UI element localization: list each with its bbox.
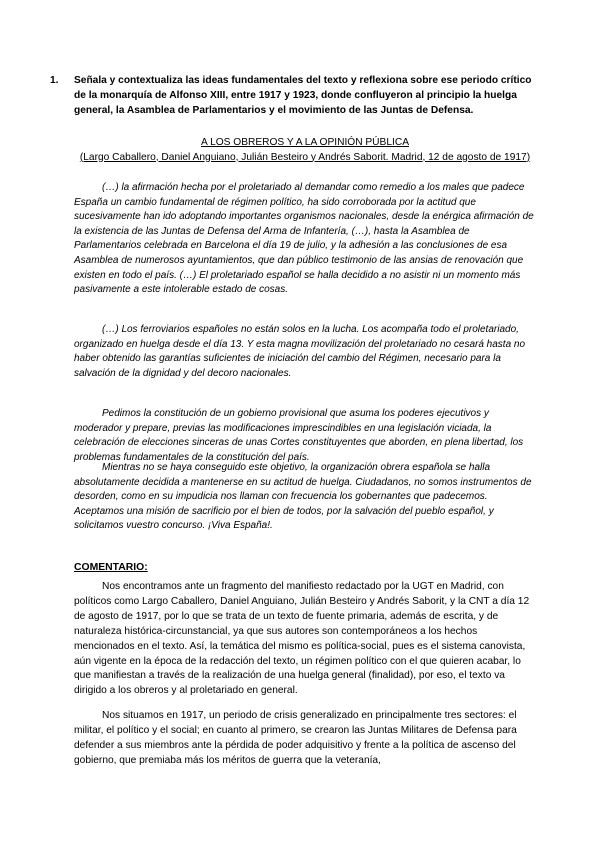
commentary-heading: COMENTARIO: bbox=[74, 562, 148, 573]
quote-text: Mientras no se haya conseguido este objetivo, la organización obrera española se halla absolutamente decidida a mantenerse en su actitud de huelga. Ciudadanos, no somos instrumentos de desorden, como en su impudicia nos llaman con frecuencia los gobernantes que padecemos. Aceptamos una misión de sacrificio por el bien de todos, por la salvación del pueblo español, y solicitamos vuestro concurso. ¡Viva España!. bbox=[74, 462, 532, 532]
quote-paragraph-2 bbox=[74, 323, 536, 381]
quote-text: Pedimos la constitución de un gobierno provisional que asuma los poderes ejecutivos y moderador y prepare, previas las modificaciones imprescindibles en una legislación viciada, la celebración de elecciones sinceras de unas Cortes constituyentes que aborden, en plena libertad, los problemas fundamentales de la constitución del país. bbox=[74, 408, 524, 463]
quote-text: (…) Los ferroviarios españoles no están solos en la lucha. Los acompaña todo el proletariado, organizado en huelga desde el día 13. Y esta magna movilización del proletariado no cesará hasta no haber obtenido las garantías suficientes de iniciación del cambio del Régimen, necesario para la salvación de la dignidad y del decoro nacionales. bbox=[74, 324, 526, 379]
source-heading bbox=[74, 136, 536, 165]
commentary-paragraph-1 bbox=[74, 580, 536, 699]
commentary-paragraph-2 bbox=[74, 709, 536, 769]
quote-text: (…) la afirmación hecha por el proletariado al demandar como remedio a los males que padece España un cambio fundamental de régimen político, ha sido corroborada por la actitud que sucesivamente han ido adoptando importantes organismos nacionales, desde la enérgica afirmación de la existencia de las Juntas de Defensa del Arma de Infantería, (…), hasta la Asamblea de Parlamentarios celebrada en Barcelona el día 19 de julio, y la adhesión a las conclusiones de esa Asamblea de numerosos ayuntamientos, que dan público testimonio de las ansias de renovación que existen en todo el país. (…) El proletariado español se halla decidido a no asistir ni un momento más pasivamente a este intolerable estado de cosas. bbox=[74, 182, 534, 296]
commentary-text: Nos encontramos ante un fragmento del manifiesto redactado por la UGT en Madrid, con políticos como Largo Caballero, Daniel Anguiano, Julián Besteiro y Andrés Saborit, y la CNT a día 12 de agosto de 1917, por lo que se trata de un texto de fuente primaria, además de escrita, y de naturaleza histórica-circunstancial, ya que sus autores son contemporáneos a los hechos mencionados en el texto. Así, la temática del mismo es política-social, pues es el sistema canovista, aún vigente en la época de la redacción del texto, un régimen político con el que quieren acabar, lo que manifiestan a través de la realización de una huelga general (finalidad), por eso, el texto va dirigido a los obreros y al proletariado en general. bbox=[74, 581, 530, 697]
source-title: A LOS OBREROS Y A LA OPINIÓN PÚBLICA bbox=[201, 137, 409, 148]
question-item bbox=[50, 73, 536, 118]
question-number: 1. bbox=[50, 75, 59, 86]
quote-paragraph-1 bbox=[74, 181, 536, 298]
quote-paragraph-4 bbox=[74, 461, 536, 534]
question-text: Señala y contextualiza las ideas fundamentales del texto y reflexiona sobre ese periodo crítico de la monarquía de Alfonso XIII, entre 1917 y 1923, donde confluyeron al principio la huelga general, la Asamblea de Parlamentarios y el movimiento de las Juntas de Defensa. bbox=[74, 75, 532, 116]
source-authors: (Largo Caballero, Daniel Anguiano, Julián Besteiro y Andrés Saborit. Madrid, 12 de agosto de 1917) bbox=[79, 151, 531, 163]
quote-paragraph-3 bbox=[74, 407, 536, 465]
commentary-text: Nos situamos en 1917, un periodo de crisis generalizado en principalmente tres sectores: el militar, el político y el social; en cuanto al primero, se crearon las Juntas Militares de Defensa para defender a sus miembros ante la pérdida de poder adquisitivo y frente a la política de ascenso del gobierno, que premiaba más los méritos de guerra que la veteranía, bbox=[74, 710, 517, 766]
